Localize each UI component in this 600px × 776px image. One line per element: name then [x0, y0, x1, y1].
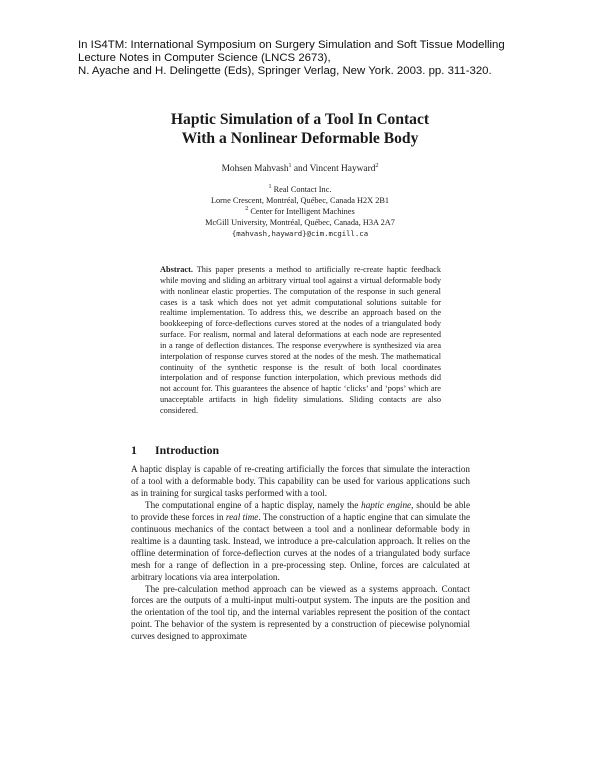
body-text: [131, 464, 470, 643]
author-list: [80, 164, 520, 174]
emphasis-real-time: real time: [225, 511, 259, 522]
paper-title: [80, 110, 520, 148]
section-number: 1: [131, 443, 137, 457]
affiliation-2-org: $^2$ Center for Intelligent Machines: [245, 205, 355, 216]
title-line-1: Haptic Simulation of a Tool In Contact: [170, 111, 430, 128]
author-2: Vincent Hayward: [309, 164, 376, 174]
paragraph-3: The pre-calculation method approach can be viewed as a systems approach. Contact forces are the outputs of a multi-input multi-output system. The inputs are the position and the orientation of the tool tip, and the internal variables represent the position of the contact point. The behavior of the system is represented by a construction of piecewise polynomial curves designed to approximate: [131, 583, 470, 642]
author-separator: and: [291, 164, 310, 174]
affiliations: [80, 185, 520, 240]
paragraph-2: The computational engine of a haptic display, namely the haptic engine, should be able to provide these forces in real time. The construction of a haptic engine that can simulate the continuous mechanics of the contact between a tool and a nonlinear deformable body in realtime is a daunting task. Instead, we introduce a pre-calculation approach. It relies on the offline determination of force-deflection curves at the nodes of a triangulated body surface mesh for a range of deflection in a pre-processing step. Online, forces are calculated at arbitrary locations via area interpolation.: [131, 499, 470, 582]
section-title: Introduction: [155, 443, 220, 457]
author-1: Mohsen Mahvash: [221, 164, 289, 174]
affiliation-1-mark: 1: [268, 184, 272, 190]
header-line-3: N. Ayache and H. Delingette (Eds), Springer Verlag, New York. 2003. pp. 311-320.: [78, 65, 492, 78]
header-line-2: Lecture Notes in Computer Science (LNCS 2673),: [78, 52, 331, 65]
author-email: {mahvash,hayward}@cim.mcgill.ca: [231, 228, 369, 238]
author-2-mark: 2: [375, 163, 379, 169]
paragraph-1: A haptic display is capable of re-creating artificially the forces that simulate the interaction of a tool with a deformable body. This capability can be used for various applications such as in training for surgical tasks performed with a tool.: [131, 464, 470, 498]
header-line-1: In IS4TM: International Symposium on Surgery Simulation and Soft Tissue Modelling: [78, 39, 505, 51]
affiliation-1-org: $^1$ Real Contact Inc.: [268, 184, 332, 194]
affiliation-2-address: McGill University, Montréal, Québec, Canada, H3A 2A7: [205, 217, 395, 227]
publication-header: [78, 39, 548, 79]
author-1-mark: 1: [288, 163, 292, 169]
affiliation-1-address: Lorne Crescent, Montréal, Québec, Canada H2X 2B1: [210, 195, 390, 205]
abstract-label: Abstract.: [160, 265, 193, 274]
abstract-text: This paper presents a method to artificially re-create haptic feedback while moving and sliding an arbitrary virtual tool against a virtual deformable body with nonlinear elastic properties. The computation of the response in such general cases is a task which does not yet admit computational solutions suitable for realtime implementation. To address this, we describe an approach based on the bookkeeping of force-deflections curves stored at the nodes of a triangulated body surface. For realism, normal and lateral deformations at each node are represented in a range of deflection distances. The response everywhere is synthesized via area interpolation of response curves stored at the nodes of the mesh. The mathematical continuity of the synthetic response is the result of both local coordinates interpolation and of response function interpolation, which previous methods did not account for. This guarantees the absence of haptic ‘clicks’ and ‘pops’ which are unacceptable artifacts in high fidelity simulations. Sliding contacts are also considered.: [160, 265, 441, 415]
title-line-2: With a Nonlinear Deformable Body: [181, 130, 419, 147]
abstract: [160, 265, 441, 417]
emphasis-haptic-engine: haptic engine: [361, 499, 412, 510]
affiliation-2-mark: 2: [245, 205, 249, 212]
section-heading: [131, 443, 219, 458]
